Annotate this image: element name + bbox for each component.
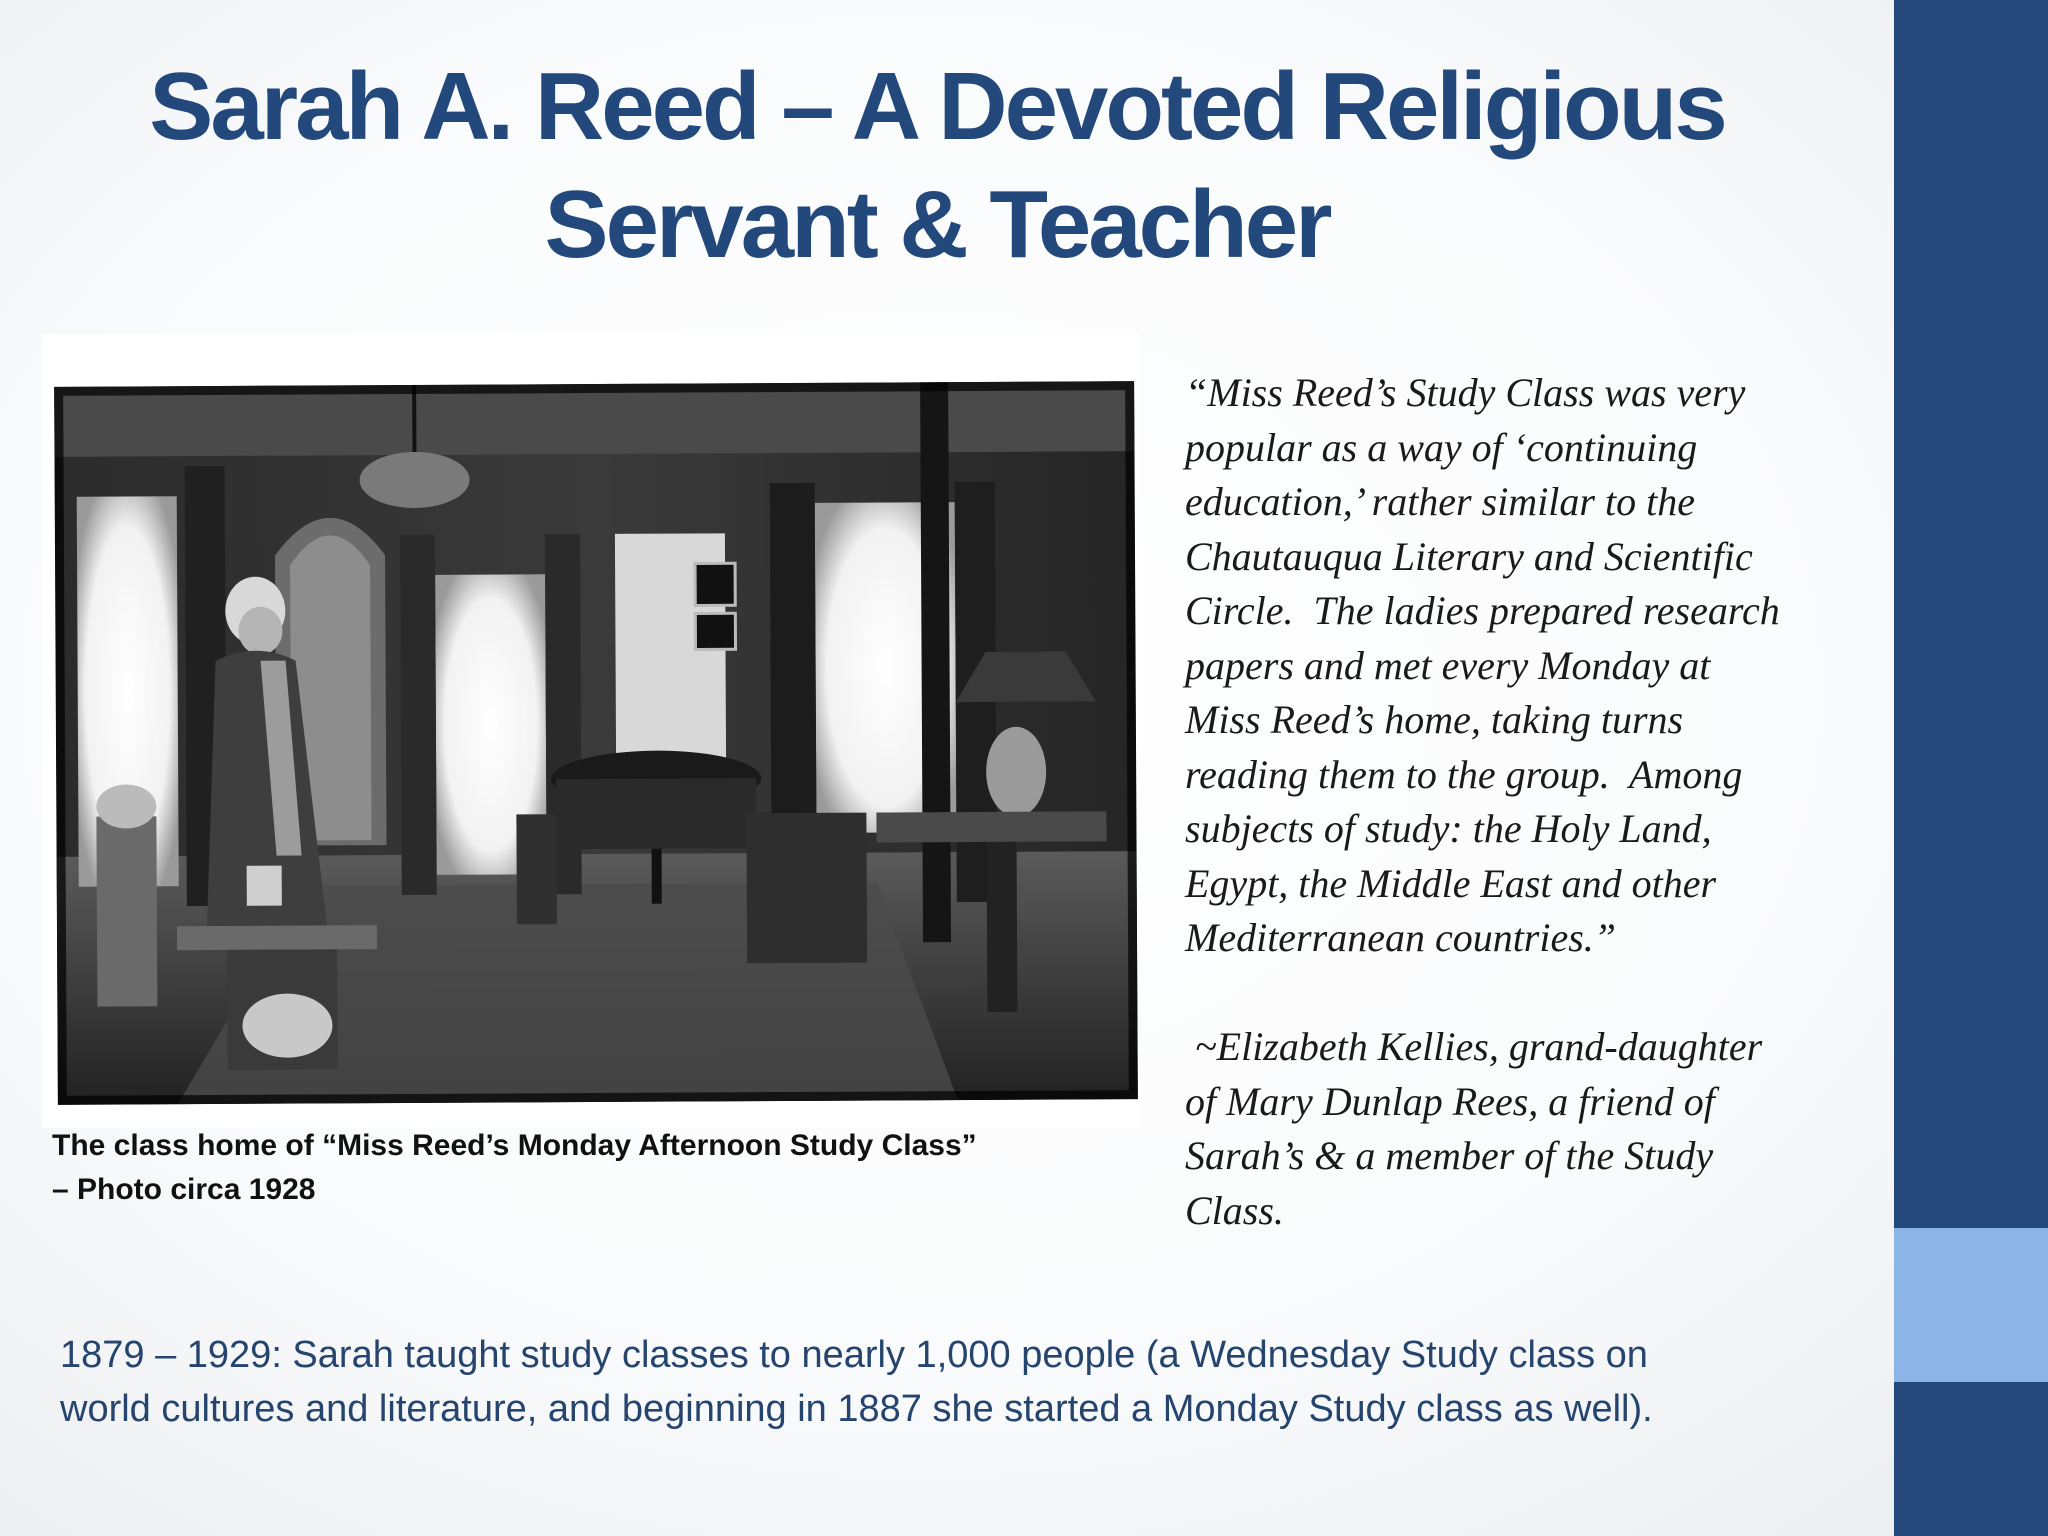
parlor-photo-illustration	[54, 381, 1138, 1105]
quote-line: papers and met every Monday at	[1185, 642, 1711, 688]
quote-line: reading them to the group. Among	[1185, 751, 1743, 797]
quote-line: popular as a way of ‘continuing	[1185, 424, 1698, 470]
caption-line-1: The class home of “Miss Reed’s Monday Afternoon Study Class”	[52, 1129, 977, 1162]
quote-block	[1185, 366, 1890, 1238]
historic-parlor-photo	[54, 381, 1138, 1105]
quote-line: “Miss Reed’s Study Class was very	[1185, 370, 1746, 415]
attribution-line: Class.	[1185, 1187, 1284, 1233]
quote-spacer	[1185, 966, 1890, 1021]
title-line-2: Servant & Teacher	[544, 171, 1330, 278]
slide-title	[80, 48, 1794, 284]
caption-line-2: – Photo circa 1928	[52, 1173, 316, 1206]
quote-line: subjects of study: the Holy Land,	[1185, 806, 1712, 851]
side-band-bottom	[1894, 1382, 2048, 1536]
attribution-line: Sarah’s & a member of the Study	[1185, 1133, 1714, 1178]
photo-caption	[52, 1124, 1152, 1212]
footer-summary	[60, 1328, 1880, 1436]
photo-frame	[42, 334, 1140, 1128]
quote-line: Circle. The ladies prepared research	[1185, 588, 1780, 633]
title-line-1: Sarah A. Reed – A Devoted Religious	[149, 53, 1725, 160]
side-band-middle	[1894, 1228, 2048, 1382]
quote-line: Mediterranean countries.”	[1185, 915, 1617, 960]
attribution-line: ~Elizabeth Kellies, grand-daughter	[1185, 1024, 1763, 1069]
quote-line: Egypt, the Middle East and other	[1185, 860, 1717, 906]
side-band-top	[1894, 0, 2048, 1228]
footer-line-1: 1879 – 1929: Sarah taught study classes to nearly 1,000 people (a Wednesday Study class on	[60, 1334, 1648, 1376]
footer-line-2: world cultures and literature, and beginning in 1887 she started a Monday Study class as well).	[60, 1388, 1653, 1430]
quote-line: Miss Reed’s home, taking turns	[1185, 697, 1684, 742]
attribution-line: of Mary Dunlap Rees, a friend of	[1185, 1078, 1715, 1124]
quote-line: Chautauqua Literary and Scientific	[1185, 533, 1753, 579]
quote-line: education,’ rather similar to the	[1185, 479, 1695, 524]
